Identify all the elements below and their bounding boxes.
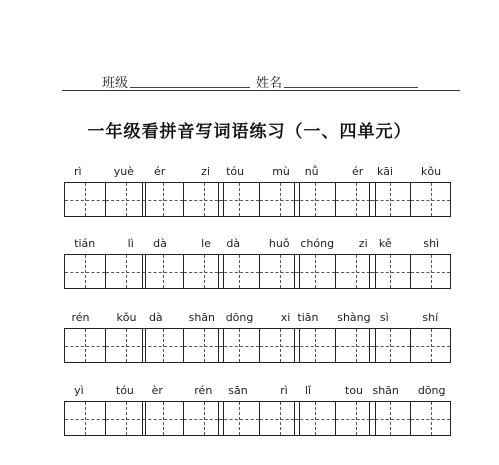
tianzige-cell[interactable] xyxy=(65,402,105,435)
pinyin-syllable: dà xyxy=(148,310,163,324)
pinyin-syllable: shān xyxy=(372,383,399,397)
pinyin-syllable: èr xyxy=(151,383,163,397)
pinyin-syllable: zi xyxy=(201,164,211,178)
pinyin-label xyxy=(363,163,455,179)
tianzige-cell[interactable] xyxy=(143,402,183,435)
class-blank[interactable] xyxy=(130,87,250,88)
pinyin-syllable: tiān xyxy=(297,310,319,324)
pinyin-syllable: rén xyxy=(71,310,90,324)
tianzige-cell[interactable] xyxy=(105,255,145,288)
tianzige-cell[interactable] xyxy=(65,329,105,362)
tianzige-cell[interactable] xyxy=(219,183,259,216)
pinyin-syllable: dōng xyxy=(417,383,446,397)
tianzige-cell[interactable] xyxy=(183,183,223,216)
tianzige-cell[interactable] xyxy=(370,183,410,216)
tianzige-cell[interactable] xyxy=(259,183,299,216)
tianzige-cell[interactable] xyxy=(65,183,105,216)
pinyin-syllable: sì xyxy=(379,310,389,324)
class-label: 班级 xyxy=(102,76,129,91)
writing-boxes xyxy=(218,328,300,363)
pinyin-syllable: lǐ xyxy=(304,383,312,397)
writing-boxes xyxy=(142,182,224,217)
tianzige-cell[interactable] xyxy=(259,255,299,288)
tianzige-cell[interactable] xyxy=(65,255,105,288)
writing-boxes xyxy=(369,182,451,217)
pinyin-syllable: dà xyxy=(153,236,167,250)
writing-boxes xyxy=(64,254,146,289)
pinyin-syllable: sān xyxy=(228,383,248,397)
tianzige-cell[interactable] xyxy=(370,255,410,288)
tianzige-cell[interactable] xyxy=(183,329,223,362)
writing-boxes xyxy=(218,401,300,436)
writing-boxes xyxy=(64,401,146,436)
tianzige-cell[interactable] xyxy=(410,183,450,216)
pinyin-syllable: rì xyxy=(74,164,82,178)
page-title: 一年级看拼音写词语练习（一、四单元） xyxy=(87,122,412,142)
pinyin-syllable: huǒ xyxy=(268,236,290,250)
pinyin-syllable: yì xyxy=(74,383,84,397)
writing-boxes xyxy=(64,182,146,217)
writing-boxes xyxy=(294,254,376,289)
tianzige-cell[interactable] xyxy=(105,183,145,216)
name-blank[interactable] xyxy=(284,87,418,88)
writing-boxes xyxy=(218,182,300,217)
tianzige-cell[interactable] xyxy=(370,329,410,362)
pinyin-syllable: mù xyxy=(272,164,290,178)
pinyin-syllable: dōng xyxy=(225,310,254,324)
tianzige-cell[interactable] xyxy=(105,329,145,362)
tianzige-cell[interactable] xyxy=(410,402,450,435)
tianzige-cell[interactable] xyxy=(295,402,335,435)
pinyin-syllable: lì xyxy=(127,236,134,250)
pinyin-syllable: chóng xyxy=(300,236,335,250)
name-label: 姓名 xyxy=(256,76,283,91)
pinyin-syllable: kāi xyxy=(376,164,394,178)
tianzige-cell[interactable] xyxy=(143,183,183,216)
writing-boxes xyxy=(142,254,224,289)
pinyin-syllable: rén xyxy=(194,383,213,397)
pinyin-syllable: kǒu xyxy=(116,310,137,324)
writing-boxes xyxy=(142,328,224,363)
pinyin-label xyxy=(363,309,455,325)
writing-boxes xyxy=(64,328,146,363)
pinyin-syllable: zi xyxy=(358,236,368,250)
pinyin-syllable: shì xyxy=(423,236,440,250)
tianzige-cell[interactable] xyxy=(295,255,335,288)
pinyin-syllable: nǚ xyxy=(304,164,319,178)
pinyin-syllable: le xyxy=(201,236,211,250)
writing-boxes xyxy=(142,401,224,436)
pinyin-syllable: shàng xyxy=(337,310,371,324)
tianzige-cell[interactable] xyxy=(259,402,299,435)
pinyin-label xyxy=(363,235,455,251)
pinyin-syllable: dà xyxy=(226,236,241,250)
pinyin-syllable: yuè xyxy=(113,164,134,178)
pinyin-syllable: shí xyxy=(422,310,439,324)
tianzige-cell[interactable] xyxy=(219,329,259,362)
writing-boxes xyxy=(294,401,376,436)
tianzige-cell[interactable] xyxy=(219,402,259,435)
writing-boxes xyxy=(369,254,451,289)
pinyin-syllable: tián xyxy=(74,236,96,250)
student-info-line xyxy=(62,70,460,91)
pinyin-label xyxy=(363,382,455,398)
pinyin-syllable: tóu xyxy=(115,383,134,397)
tianzige-cell[interactable] xyxy=(105,402,145,435)
tianzige-cell[interactable] xyxy=(143,329,183,362)
writing-boxes xyxy=(218,254,300,289)
tianzige-cell[interactable] xyxy=(410,329,450,362)
pinyin-syllable: tou xyxy=(345,383,364,397)
tianzige-cell[interactable] xyxy=(143,255,183,288)
tianzige-cell[interactable] xyxy=(295,183,335,216)
tianzige-cell[interactable] xyxy=(295,329,335,362)
tianzige-cell[interactable] xyxy=(219,255,259,288)
pinyin-syllable: ér xyxy=(153,164,166,178)
pinyin-syllable: kě xyxy=(378,236,392,250)
writing-boxes xyxy=(369,328,451,363)
tianzige-cell[interactable] xyxy=(183,402,223,435)
writing-boxes xyxy=(369,401,451,436)
pinyin-syllable: rì xyxy=(280,383,288,397)
tianzige-cell[interactable] xyxy=(259,329,299,362)
tianzige-cell[interactable] xyxy=(183,255,223,288)
tianzige-cell[interactable] xyxy=(410,255,450,288)
writing-boxes xyxy=(294,182,376,217)
pinyin-syllable: kǒu xyxy=(420,164,442,178)
pinyin-syllable: ér xyxy=(352,164,364,178)
pinyin-syllable: shān xyxy=(188,310,216,324)
tianzige-cell[interactable] xyxy=(370,402,410,435)
pinyin-syllable: tóu xyxy=(226,164,245,178)
pinyin-syllable: xi xyxy=(280,310,291,324)
writing-boxes xyxy=(294,328,376,363)
